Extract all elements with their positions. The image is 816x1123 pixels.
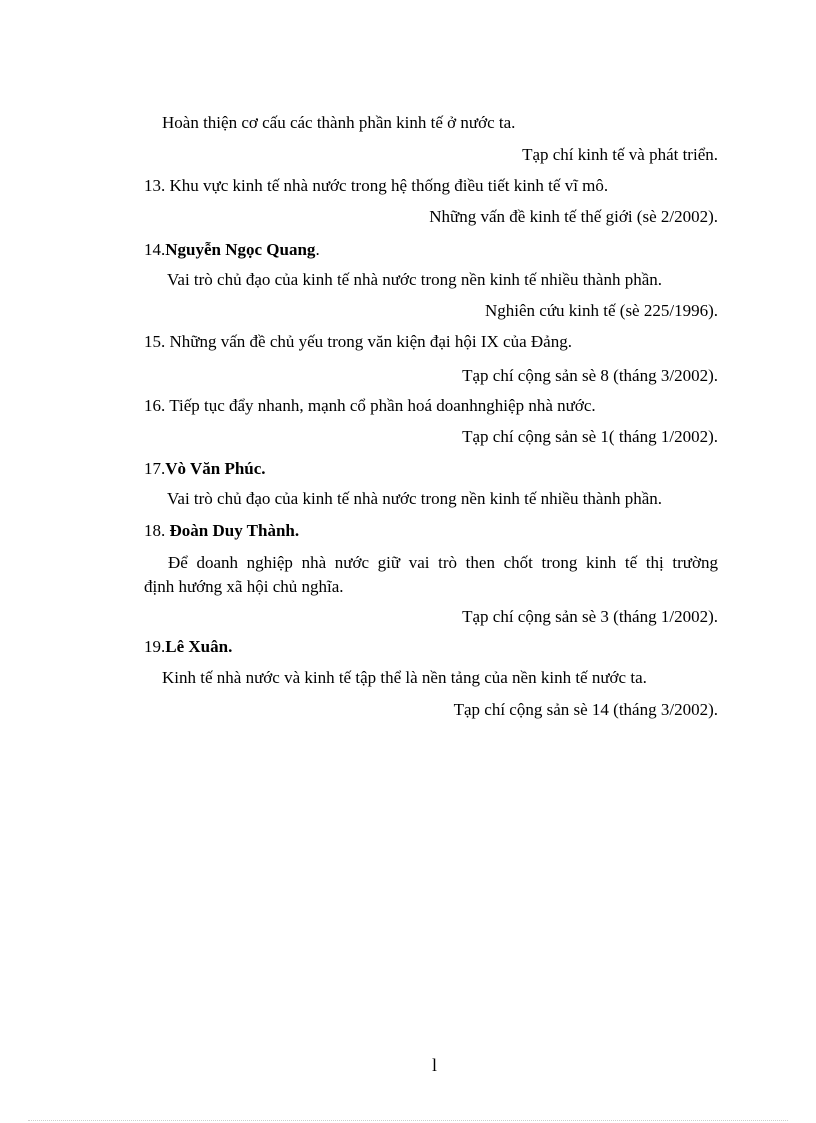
entry-17-heading xyxy=(144,459,266,479)
entry-17-number: 17. xyxy=(144,459,166,478)
entry-16-source: Tạp chí cộng sản sè 1( tháng 1/2002). xyxy=(462,427,718,446)
entry-18-author: Đoàn Duy Thành. xyxy=(169,521,300,540)
entry-14-dot: . xyxy=(315,240,320,259)
entry-18-source: Tạp chí cộng sản sè 3 (tháng 1/2002). xyxy=(462,607,718,626)
entry-12-title: Hoàn thiện cơ cấu các thành phần kinh tế ở nước ta. xyxy=(162,113,516,132)
entry-18-heading xyxy=(144,521,299,541)
entry-14-author: Nguyễn Ngọc Quang xyxy=(165,240,316,259)
entry-18-title-line-1-text: Để doanh nghiệp nhà nước giữ vai trò then chốt trong kinh tế thị trường xyxy=(168,553,718,572)
entry-19-heading xyxy=(144,637,232,657)
entry-18-number: 18. xyxy=(144,521,170,540)
entry-14-title: Vai trò chủ đạo của kinh tế nhà nước trong nền kinh tế nhiều thành phần. xyxy=(167,270,663,289)
entry-14-number: 14. xyxy=(144,240,166,259)
entry-19-number: 19. xyxy=(144,637,166,656)
page-bottom-rule xyxy=(28,1120,788,1121)
entry-17-author: Vò Văn Phúc. xyxy=(165,459,266,478)
entry-19-source: Tạp chí cộng sản sè 14 (tháng 3/2002). xyxy=(453,700,718,719)
entry-19-title: Kinh tế nhà nước và kinh tế tập thể là nền tảng của nền kinh tế nước ta. xyxy=(162,668,647,687)
entry-13-title: 13. Khu vực kinh tế nhà nước trong hệ thống điều tiết kinh tế vĩ mô. xyxy=(144,176,609,195)
entry-12-source: Tạp chí kinh tế và phát triển. xyxy=(522,145,718,164)
page-number: l xyxy=(432,1055,438,1075)
entry-16-title: 16. Tiếp tục đẩy nhanh, mạnh cổ phần hoá doanhnghiệp nhà nước. xyxy=(144,396,596,415)
entry-14-heading xyxy=(144,240,320,260)
entry-14-source: Nghiên cứu kinh tế (sè 225/1996). xyxy=(484,301,718,320)
entry-15-title: 15. Những vấn đề chủ yếu trong văn kiện đại hội IX của Đảng. xyxy=(144,332,572,351)
entry-19-author: Lê Xuân. xyxy=(165,637,233,656)
entry-13-source: Những vấn đề kinh tế thế giới (sè 2/2002). xyxy=(429,207,718,226)
entry-18-title-line-1 xyxy=(144,553,718,573)
entry-17-title: Vai trò chủ đạo của kinh tế nhà nước trong nền kinh tế nhiều thành phần. xyxy=(167,489,663,508)
entry-18-title-line-2: định hướng xã hội chủ nghĩa. xyxy=(144,577,344,596)
entry-15-source: Tạp chí cộng sản sè 8 (tháng 3/2002). xyxy=(462,366,718,385)
